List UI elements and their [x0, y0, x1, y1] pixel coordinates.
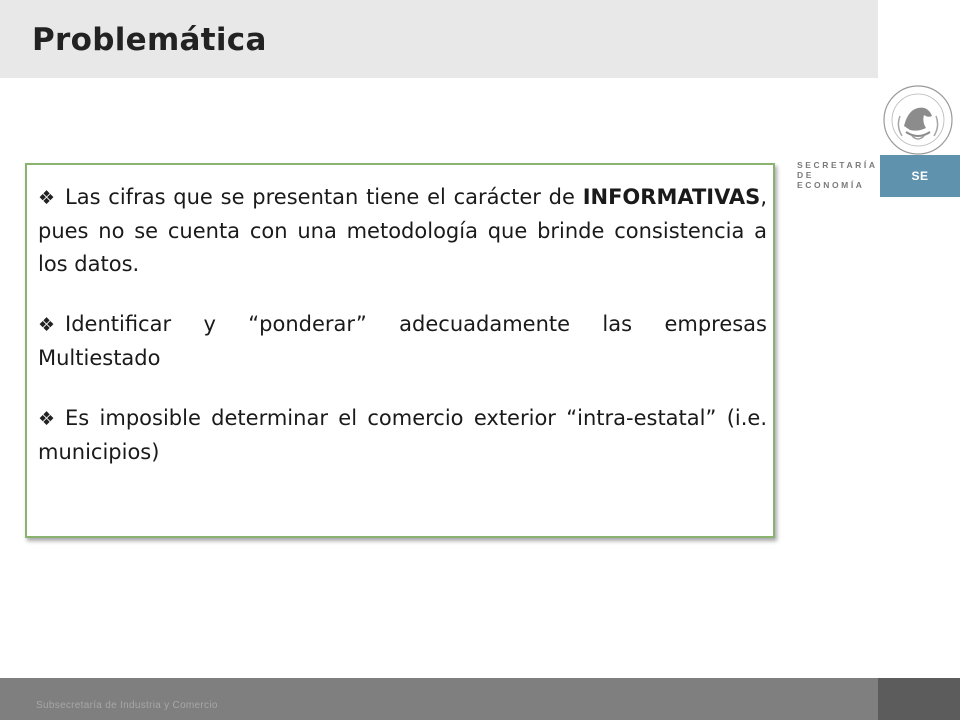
mexican-coat-of-arms-icon: [878, 82, 958, 158]
footer-accent: [878, 678, 960, 720]
footer-text: Subsecretaría de Industria y Comercio: [36, 700, 218, 711]
bullet-item: [38, 402, 767, 469]
bullet-text: Identificar y “ponderar” adecuadamente las empresas Multiestado: [38, 312, 767, 370]
content-box: [25, 163, 775, 538]
bullet-text: Es imposible determinar el comercio exterior “intra-estatal” (i.e. municipios): [38, 406, 767, 464]
se-badge: SE: [880, 155, 960, 197]
department-line-2: DE ECONOMÍA: [797, 170, 865, 190]
bullet-text-bold: INFORMATIVAS: [582, 185, 761, 209]
diamond-bullet-icon: ❖: [38, 408, 56, 430]
diamond-bullet-icon: ❖: [38, 314, 56, 336]
footer-bar: [0, 678, 878, 720]
department-name: [797, 160, 877, 190]
bullet-item: [38, 181, 767, 281]
slide-title: Problemática: [32, 22, 267, 58]
bullet-text-post: , pues no se cuenta con una metodología que brinde consistencia a los datos.: [38, 185, 767, 276]
diamond-bullet-icon: ❖: [38, 187, 56, 209]
bullet-text-pre: Las cifras que se presentan tiene el carácter de: [65, 185, 583, 209]
bullet-list: [38, 181, 767, 469]
bullet-item: [38, 308, 767, 375]
department-line-1: SECRETARÍA: [797, 160, 878, 170]
